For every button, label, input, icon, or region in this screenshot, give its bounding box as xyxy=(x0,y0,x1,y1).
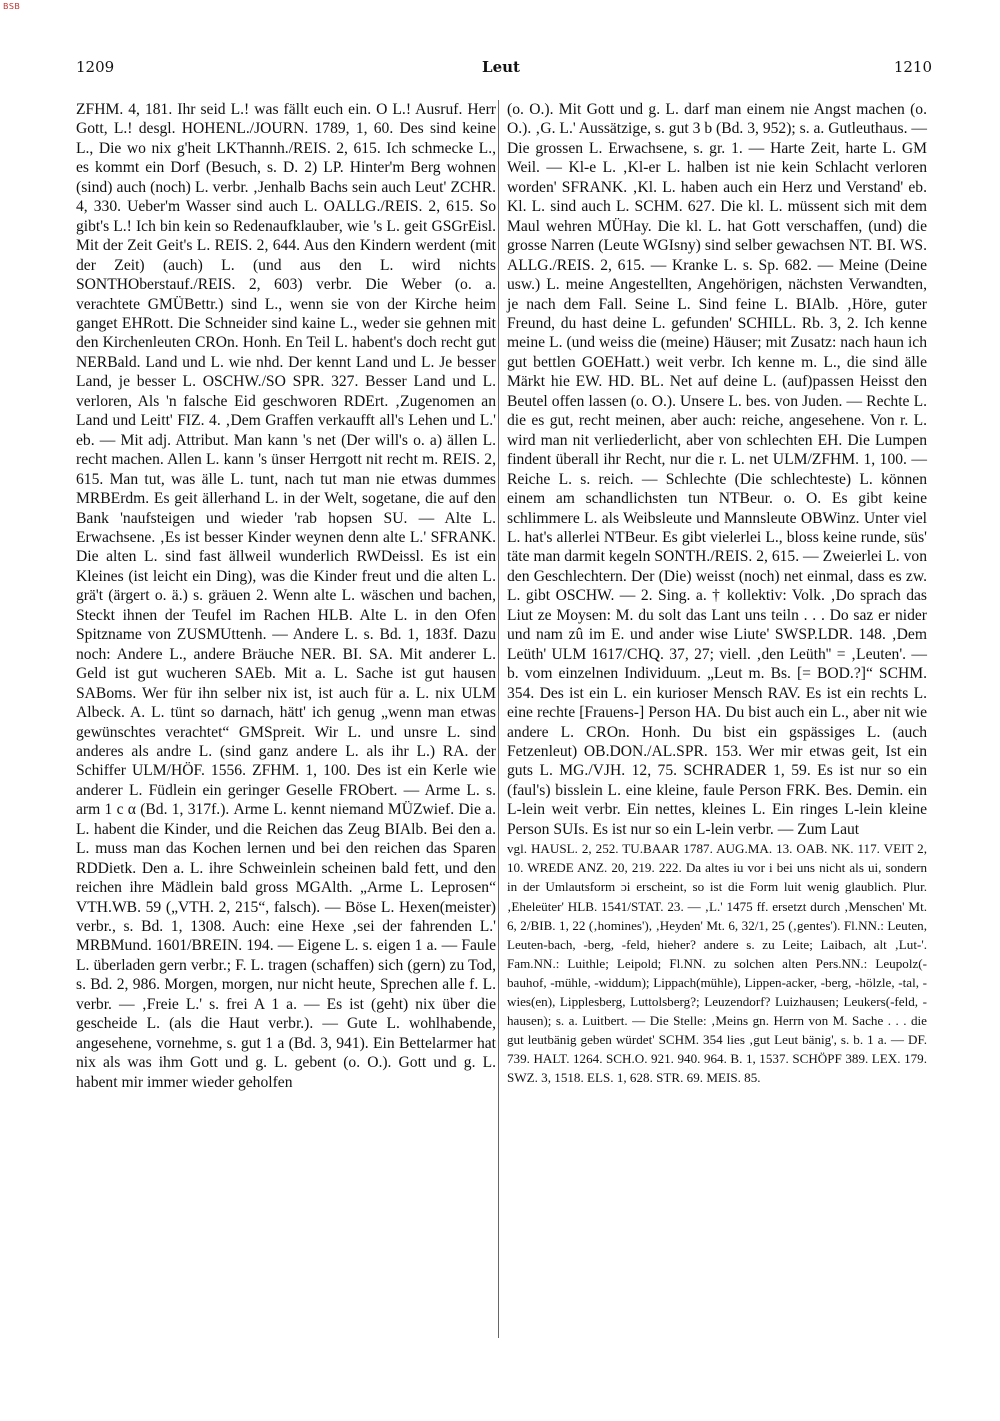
column-right-etymology-note: vgl. HAUSL. 2, 252. TU.BAAR 1787. AUG.MA. 13. OAB. NK. 117. VEIT 2, 10. WREDE ANZ. 20, 219. 222. Da altes iu vor i bei uns nicht als ui, sondern in der Umlautsform ɔi erscheint, so ist die Form luit wenig glaublich. Plur. ‚Eheleüter' HLB. 1541/STAT. 23. — ‚L.' 1475 ff. ersetzt durch ‚Menschen' Mt. 6, 2/BIB. 1, 22 (‚homines'), ‚Heyden' Mt. 6, 32/1, 25 (‚gentes'). Fl.NN.: Leuten, Leuten-bach, -berg, -feld, hieher? andere s. zu Leite; Laibach, alt ‚Lut-'. Fam.NN.: Luithle; Leipold; Fl.NN. zu solchen alten Pers.NN.: Leupolz(-bauhof, -mühle, -widdum); Lippach(mühle), Lippen-acker, -berg, -hölzle, -tal, -wies(en), Lipplesberg, Luttolsberg?; Leuzendorf? Luizhausen; Leukers(-feld, -hausen); s. a. Luitbert. — Die Stelle: ‚Meins gn. Herrn von M. Sache . . . die gut leutbänig geben würdet' SCHM. 354 lies ‚gut Leut bänig', s. b. 1 a. — DF. 739. HALT. 1264. SCH.O. 921. 940. 964. B. 1, 1537. SCHÖPF 389. LEX. 179. SWZ. 3, 1518. ELS. 1, 628. STR. 69. MEIS. 85. xyxy=(507,841,927,1086)
page-number-right: 1210 xyxy=(893,58,932,76)
column-right xyxy=(507,100,927,1087)
column-left-text: ZFHM. 4, 181. Ihr seid L.! was fällt euch ein. O L.! Ausruf. Herr Gott, L.! desgl. HOHENL./JOURN. 1789, 1, 60. Des sind keine L., Die wo nix g'heit LKThannh./REIS. 2, 615. Ich schmecke L., es kommt ein Dorf (Besuch, s. D. 2) LP. Hinter'm Berg wohnen (sind) auch (noch) L. verbr. ‚Jenhalb Bachs sein auch Leut' ZCHR. 4, 330. Ueber'm Wasser sind auch L. OALLG./REIS. 2, 615. So gibt's L.! Ich bin kein so Redenaufklauber, wie 's L. geit GSGrEisl. Mit der Zeit Geit's L. REIS. 2, 644. Aus den Kindern werdent (mit der Zeit) (auch) L. (und aus den L. wird nichts SONTHOberstauf./REIS. 2, 603) verbr. Die Weber (o. a. verachtete GMÜBettr.) sind L., wenn sie von der Kirche heim ganget EHRott. Die Schneider sind kaine L., weder sie gehnen mit den Kirchenleuten CROn. Honh. En Teil L. habent's doch recht gut NERBald. Land und L. wie nhd. Der kennt Land und L. Je besser Land, je besser L. OSCHW./SO SPR. 327. Besser Land und L. verloren, Als 'n falsche Eid geschworen RDErt. ‚Zugenomen an Land und Leitt' FIZ. 4. ‚Dem Graffen verkaufft all's Lehen und L.' eb. — Mit adj. Attribut. Man kann 's net (Der will's o. a) ällen L. recht machen. Allen L. kann 's ünser Herrgott nit recht m. REIS. 2, 615. Man tut, was älle L. tunt, nach tut man nie etwas dummes MRBErdm. Es geit ällerhand L. in der Welt, sogetane, die auf den Bank 'naufsteigen und wieder 'rab hopsen SU. — Alte L. Erwachsene. ‚Es ist besser Kinder weynen denn alte L.' SFRANK. Die alten L. sind fast ällweil wunderlich RWDeissl. Es ist ein Kleines (ist leicht ein Ding), was die Kinder freut und die alten L. grä't (ärgert o. ä.) s. gräuen 2. Wenn alte L. wäschen und bachen, Steckt ihnen der Teufel im Rachen HLB. Alte L. in den Ofen Spitzname von ZUSMUttenh. — Andere L. s. Bd. 1, 183f. Dazu noch: Andere L., andere Bräuche NER. BI. SA. Mit anderer L. Geld ist gut wucheren SAEb. Mit a. L. Sache ist gut hausen SABoms. Wer für ihn selber nix ist, ist auch für a. L. nix ULM Albeck. A. L. tünt so darnach, hätt' ich genug „wenn man etwas gewünschtes verachtet“ GMSpreit. Wir L. und unsre L. sind anderes als andre L. (sind ganz andere L. als ihr L.) RA. der Schiffer ULM/HÖF. 1556. ZFHM. 1, 100. Des ist ein Kerle wie anderer L. Füdlein ein geringer Geselle FRObert. — Arme L. s. arm 1 c α (Bd. 1, 317f.). Arme L. kennt niemand MÜZwief. Die a. L. habent die Kinder, und die Reichen das Zeug BIAlb. Bei den a. L. muss man das Kochen lernen und bei den reichen das Sparen RDDietk. Den a. L. ihre Schweinlein scheinen bald fett, und den reichen ihre Mädlein bald gross MGAlth. „Arme L. Leprosen“ VTH.WB. 59 („VTH. 2, 215“, falsch). — Böse L. Hexen(meister) verbr., s. Bd. 1, 1308. Auch: eine Hexe ‚sei der fahrenden L.' MRBMund. 1601/BREIN. 194. — Eigene L. s. eigen 1 a. — Faule L. überladen gern verbr.; F. L. tragen (schaffen) sich (gern) zu Tod, s. Bd. 2, 986. Morgen, morgen, nur nicht heute, Sprechen alle f. L. verbr. — ‚Freie L.' s. frei A 1 a. — Es ist (geht) nix über die gescheide L. (als die Haut verbr.). — Gute L. wohlhabende, angesehene, vornehme, s. gut 1 a (Bd. 3, 941). Ein Bettelarmer hat nix als was ihm Gott und g. L. gebent (o. O.). Gott und g. L. habent mir immer wieder geholfen xyxy=(76,101,496,1091)
column-right-main-text: (o. O.). Mit Gott und g. L. darf man einem nie Angst machen (o. O.). ‚G. L.' Aussätzige, s. gut 3 b (Bd. 3, 952); s. a. Gutleuthaus. — Die grossen L. Erwachsene, s. gr. 1. — Harte Zeit, harte L. GM Weil. — Kl-e L. ‚Kl-er L. halben ist nie kein Schlacht verloren worden' SFRANK. ‚Kl. L. haben auch ein Herz und Verstand' eb. Kl. L. sind auch L. SCHM. 627. Die kl. L. müssent sich mit dem Maul wehren MÜHay. Die kl. L. hat Gott verschaffen, (und) die grosse Narren (Leute WGIsny) sind selber gewachsen NT. BI. WS. ALLG./REIS. 2, 615. — Kranke L. s. Sp. 682. — Meine (Deine usw.) L. meine Angestellten, Angehörigen, nächsten Verwandten, je nach dem Fall. Seine L. Sind feine L. BIAlb. ‚Höre, guter Freund, du hast deine L. gefunden' SCHILL. Rb. 3, 2. Ich kenne meine L. (und weiss die (meine) Häuser; mit Zusatz: nach haun ich gut bettlen GOEHatt.) weit verbr. Ich kenne m. L., die sind älle Märkt hie EW. HD. BL. Net auf deine L. (auf)passen Heisst den Beutel offen lassen (o. O.). Unsere L. bes. von Juden. — Rechte L. die es gut, recht meinen, aber auch: reiche, angesehene. Von r. L. wird man nit verliederlicht, aber von schlechten EH. Die Lumpen findent überall ihr Recht, nur die r. L. net ULM/ZFHM. 1, 100. — Reiche L. s. reich. — Schlechte (Die schlechteste) L. können einem am schandlichsten tun NTBeur. o. O. Es gibt keine schlimmere L. als Weibsleute und Mannsleute OBWinz. Unter viel L. hat's allerlei NTBeur. Es gibt vielerlei L., bloss keine runde, süs' täte man darmit kegeln SONTH./REIS. 2, 615. — Zweierlei L. von den Geschlechtern. Der (Die) weisst (noch) net einmal, dass es zw. L. gibt OSCHW. — 2. Sing. a. † kollektiv: Volk. ‚Do sprach das Liut ze Moysen: M. du solt das Lant uns teiln . . . Do saz er nider und nam zû im E. und ander wise Liute' SWSP.LDR. 148. ‚Dem Leüth' ULM 1617/CHQ. 37, 27; viell. ‚den Leüth'' = ‚Leuten'. — b. vom einzelnen Individuum. „Leut m. Bs. [= BOD.?]“ SCHM. 354. Des ist ein L. ein kurioser Mensch RAV. Es ist ein rechts L. eine rechte [Frauens-] Person HA. Du bist auch ein L., aber nit wie andere L. CROn. Honh. Du bist ein gspässiges L. (auch Fetzenleut) OB.DON./AL.SPR. 153. Wer mir etwas geit, Ist ein guts L. MG./VJH. 12, 75. SCHRADER 1, 59. Es ist nur so ein (faul's) bisslein L. eine kleine, faule Person FRK. Bes. Demin. ein L-lein weit verbr. Ein nettes, kleines L. Ein ringes L-lein kleine Person SUIs. Es ist nur so ein L-lein verbr. — Zum Laut xyxy=(507,101,927,838)
column-divider xyxy=(498,100,499,1338)
column-left xyxy=(76,100,496,1092)
running-headword: Leut xyxy=(482,58,520,76)
page-header xyxy=(70,58,932,82)
page-number-left: 1209 xyxy=(76,58,115,76)
library-stamp: BSB xyxy=(3,2,21,11)
